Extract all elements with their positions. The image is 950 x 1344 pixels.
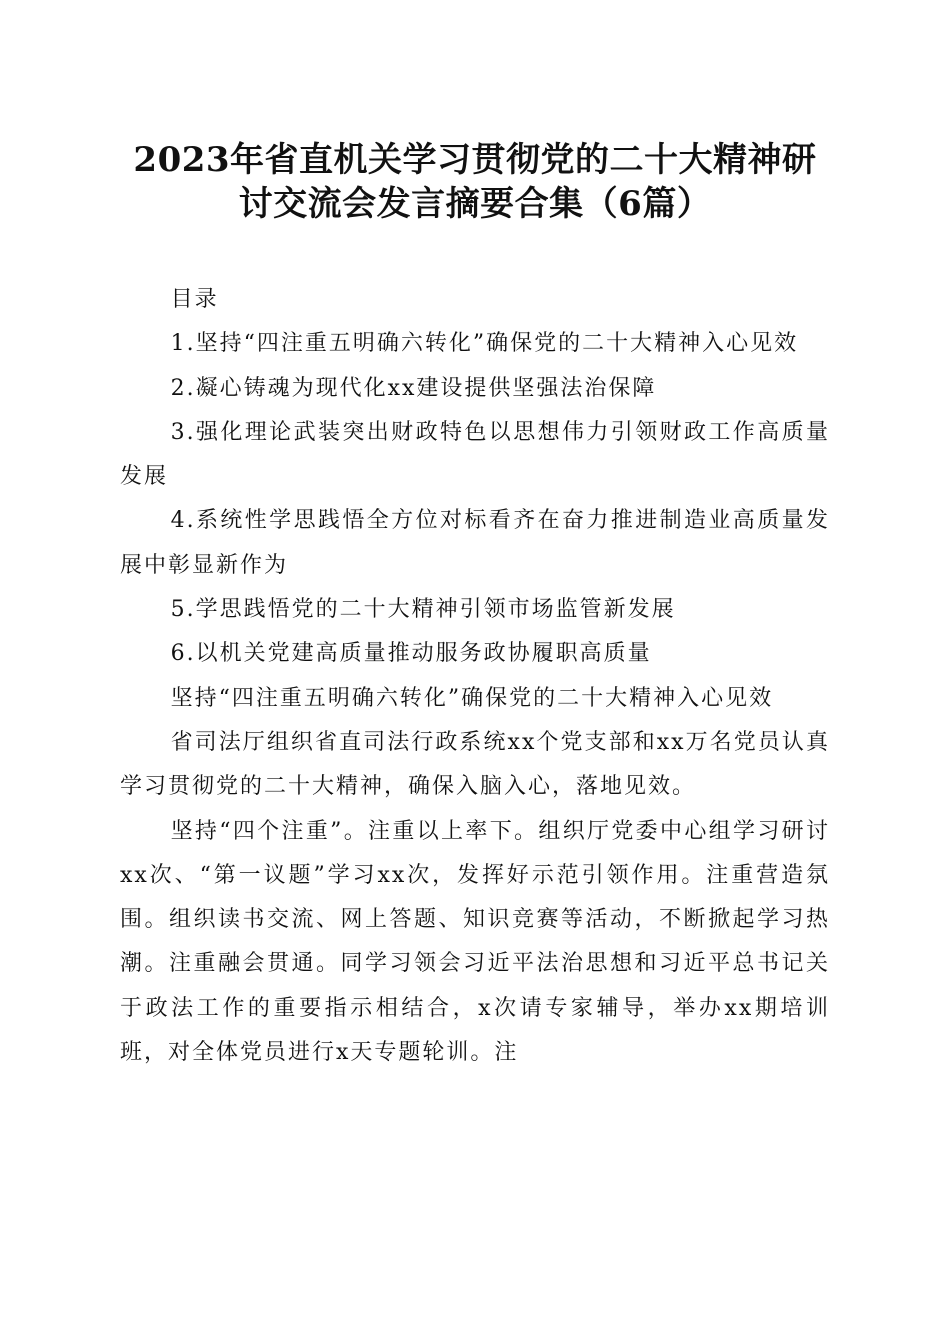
section-title: 坚持“四注重五明确六转化”确保党的二十大精神入心见效: [170, 685, 774, 711]
document-title: [120, 138, 830, 226]
toc-item-4: 4.系统性学思践悟全方位对标看齐在奋力推进制造业高质量发展中彰显新作为: [120, 508, 830, 578]
toc-item-6: 6.以机关党建高质量推动服务政协履职高质量: [170, 641, 652, 667]
document-body: [120, 278, 830, 1075]
body-paragraph-2: 坚持“四个注重”。注重以上率下。组织厅党委中心组学习研讨xx次、“第一议题”学习xx次，发挥好示范引领作用。注重营造氛围。组织读书交流、网上答题、知识竞赛等活动，不断掀起学习热潮。注重融会贯通。同学习领会习近平法治思想和习近平总书记关于政法工作的重要指示相结合，x次请专家辅导，举办xx期培训班，对全体党员进行x天专题轮训。注: [120, 818, 830, 1066]
document-title-line-1: 2023年省直机关学习贯彻党的二十大精神研: [133, 140, 817, 180]
body-paragraph-1: 省司法厅组织省直司法行政系统xx个党支部和xx万名党员认真学习贯彻党的二十大精神，确保入脑入心，落地见效。: [120, 729, 830, 800]
toc-item-1: 1.坚持“四注重五明确六转化”确保党的二十大精神入心见效: [170, 331, 799, 357]
document-title-line-2: 讨交流会发言摘要合集（6篇）: [238, 184, 712, 224]
toc-item-3: 3.强化理论武装突出财政特色以思想伟力引领财政工作高质量发展: [120, 419, 830, 490]
toc-item-5: 5.学思践悟党的二十大精神引领市场监管新发展: [170, 597, 676, 623]
toc-item-2: 2.凝心铸魂为现代化xx建设提供坚强法治保障: [170, 375, 657, 401]
toc-heading: 目录: [170, 287, 219, 312]
